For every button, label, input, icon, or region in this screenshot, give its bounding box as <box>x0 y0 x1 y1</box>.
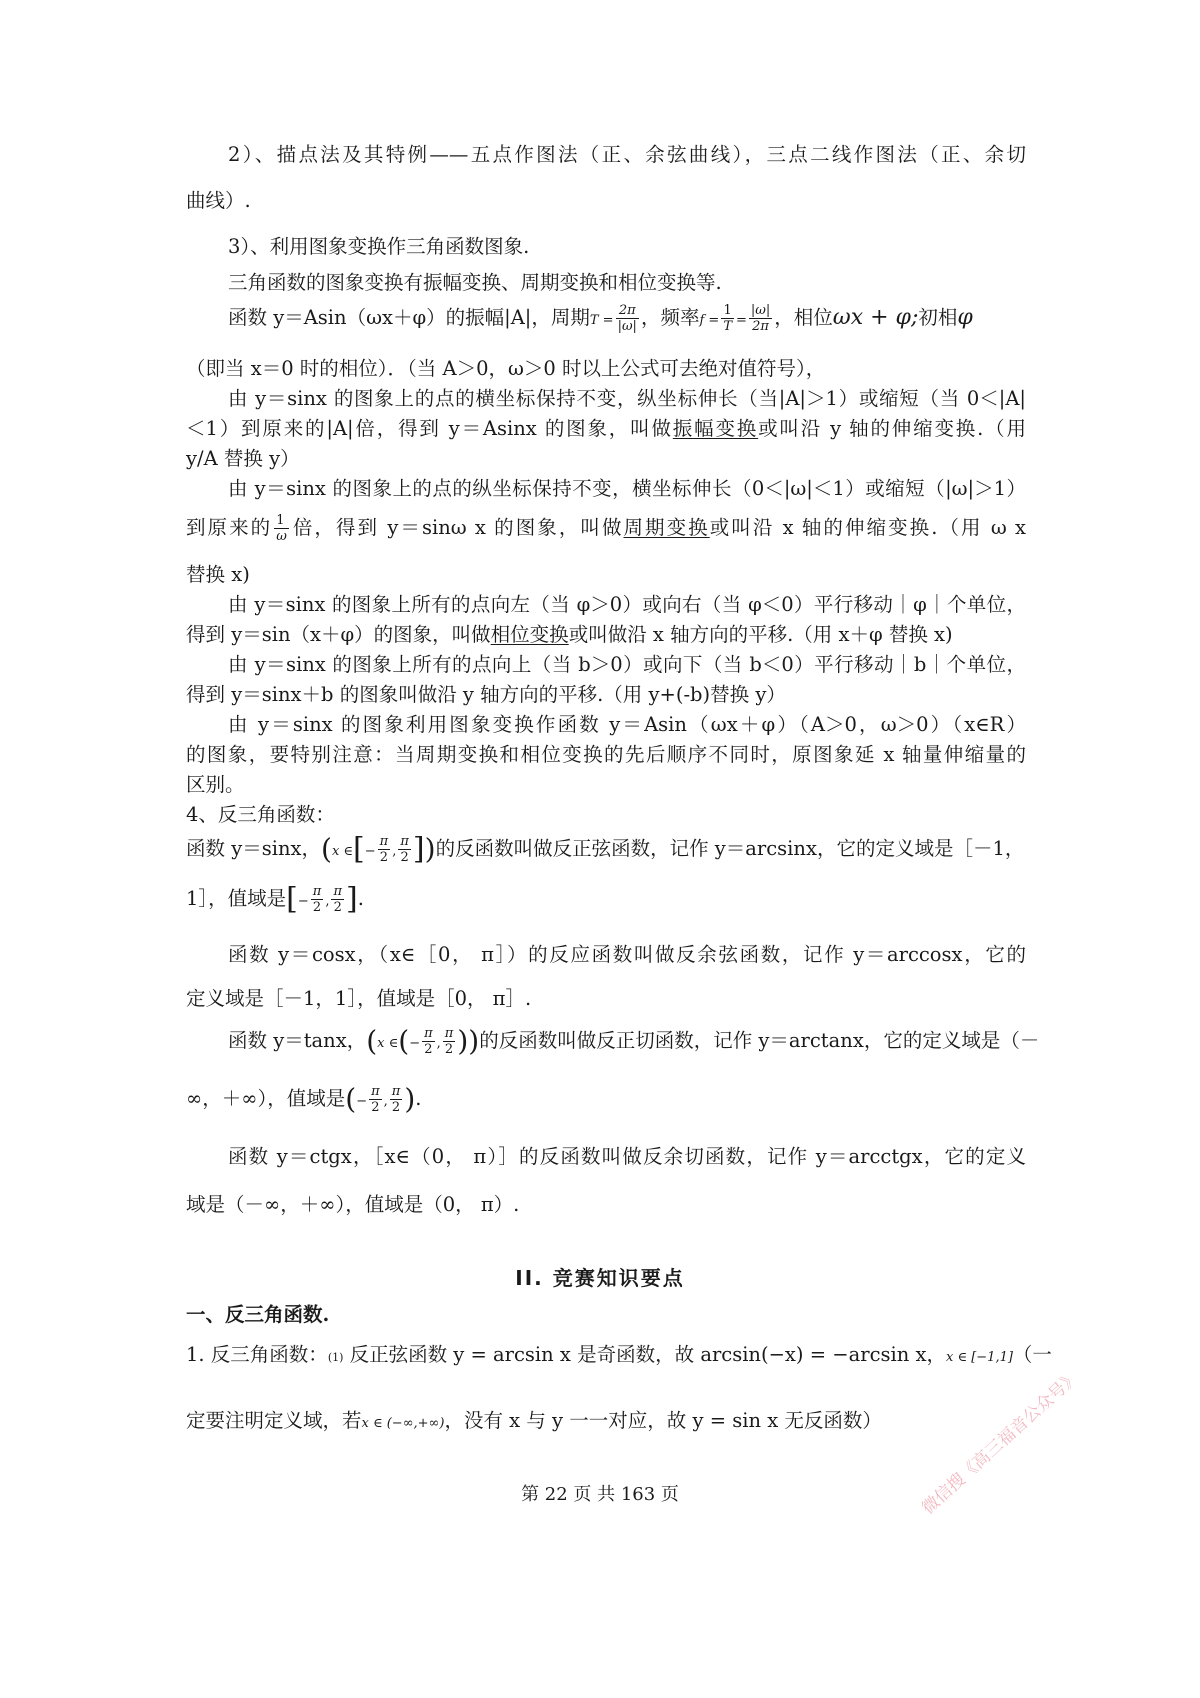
fraction-denominator: T <box>723 319 732 334</box>
bracket: ] <box>346 881 358 917</box>
fraction-numerator: 1 <box>274 513 289 529</box>
fraction-denominator: 2 <box>400 850 409 865</box>
paren: ) <box>468 1024 480 1058</box>
text-line: 由 y＝sinx 的图象上的点的横坐标保持不变，纵坐标伸长（当|A|＞1）或缩短（当 0＜|A| <box>228 387 1026 410</box>
fraction-denominator: ω <box>276 529 287 544</box>
text-line: （即当 x＝0 时的相位）．（当 A＞0，ω＞0 时以上公式可去绝对值符号）， <box>186 357 826 380</box>
text-line <box>186 510 1026 546</box>
text-line: 域是（－∞，＋∞），值域是（0， π）. <box>186 1193 520 1216</box>
minus-sign: − <box>409 1036 421 1051</box>
frequency-fraction-2 <box>749 303 772 334</box>
pi-over-two <box>378 834 391 865</box>
fraction-numerator: π <box>379 834 389 849</box>
pi-over-two <box>390 1084 403 1115</box>
paren: ) <box>404 1082 416 1116</box>
text-line: 由 y＝sinx 的图象利用图象变换作函数 y＝Asin（ωx＋φ）（A＞0，ω＞0）（x∈R） <box>228 713 1026 736</box>
fraction-numerator: |ω| <box>750 303 771 318</box>
fraction-numerator: π <box>424 1026 433 1041</box>
fraction-denominator: 2 <box>424 1042 433 1057</box>
term-period-transform: 周期变换 <box>623 516 710 539</box>
text-span: 或叫沿 y 轴的伸缩变换.（用 <box>758 417 1026 440</box>
text-span: 函数 y＝Asin（ωx＋φ）的振幅|A|，周期 <box>228 306 590 329</box>
text-line: 区别。 <box>186 773 245 796</box>
text-span: 定要注明定义域，若 <box>186 1409 362 1432</box>
paren: ) <box>424 832 436 866</box>
text-line: 定义域是［－1，1］，值域是［0， π］. <box>186 987 532 1010</box>
fraction-denominator: 2 <box>312 900 322 915</box>
minus-sign: − <box>356 1094 368 1109</box>
formula-line <box>186 878 1026 923</box>
domain-expression: x ∈ [−1,1] <box>945 1350 1013 1365</box>
text-span: （一 <box>1012 1343 1052 1366</box>
text-span: 或叫做沿 x 轴方向的平移.（用 x＋φ 替换 x) <box>568 623 953 646</box>
text-span: 函数 y＝sinx， <box>186 837 322 860</box>
pi-over-two <box>331 884 344 915</box>
fraction-denominator: 2 <box>371 1100 380 1115</box>
item-number: (1) <box>327 1351 344 1364</box>
fraction-numerator: π <box>391 1084 401 1099</box>
pi-over-two <box>443 1026 456 1057</box>
text-span: ，没有 x 与 y 一一对应，故 y = sin x 无反函数） <box>444 1409 882 1432</box>
text-line <box>186 414 1026 444</box>
watermark: 微信搜《高三福音公众号》 <box>918 1367 1084 1519</box>
comma: , <box>392 844 397 859</box>
pi-over-two <box>311 884 324 915</box>
formula-line <box>186 828 1026 873</box>
fraction-numerator: 1 <box>721 303 734 319</box>
text-line: 函数 y＝ctgx，［x∈（0， π）］的反函数叫做反余切函数，记作 y＝arcctgx，它的定义 <box>228 1145 1026 1168</box>
fraction-numerator: π <box>400 834 409 849</box>
minus-sign: − <box>297 894 309 909</box>
comma: , <box>325 894 330 909</box>
pi-over-two <box>422 1026 435 1057</box>
text-span: 或叫沿 x 轴的伸缩变换.（用 ω x <box>709 516 1026 539</box>
term-phase-transform: 相位变换 <box>490 623 569 646</box>
section-title: II. 竞赛知识要点 <box>515 1266 685 1290</box>
text-line: 得到 y＝sinx＋b 的图象叫做沿 y 轴方向的平移.（用 y+(-b)替换 y） <box>186 683 786 706</box>
text-line: 替换 x) <box>186 563 250 586</box>
initial-phase-symbol: φ <box>957 305 973 330</box>
fraction-numerator: π <box>312 884 322 899</box>
paren: ( <box>321 832 332 866</box>
bracket: [ <box>286 881 298 917</box>
text-span: 反正弦函数 y = arcsin x 是奇函数，故 arcsin(−x) = −arcsin x， <box>343 1343 946 1366</box>
text-span: 1］，值域是 <box>186 887 287 910</box>
text-line: 的图象，要特别注意：当周期变换和相位变换的先后顺序不同时，原图象延 x 轴量伸缩量的 <box>186 743 1026 766</box>
paren: ( <box>345 1082 357 1116</box>
text-span: . <box>415 1087 422 1110</box>
equals-sign: = <box>735 313 747 328</box>
fraction-numerator: π <box>333 884 343 899</box>
subsection-heading: 一、反三角函数. <box>186 1303 330 1326</box>
fraction-numerator: π <box>444 1026 454 1041</box>
text-span: 的反函数叫做反正切函数，记作 y＝arctanx，它的定义域是（－ <box>479 1029 1040 1052</box>
bracket: ] <box>412 831 425 867</box>
frequency-symbol: f = <box>699 313 720 328</box>
frequency-fraction <box>721 303 734 334</box>
fraction-denominator: 2π <box>752 319 769 334</box>
text-span: 的反函数叫做反正弦函数，记作 y＝arcsinx，它的定义域是［－1， <box>435 837 1025 860</box>
formula-line <box>228 300 1026 339</box>
domain-var: x ∈ <box>377 1036 399 1051</box>
text-line: 曲线）. <box>186 189 251 212</box>
fraction-denominator: 2 <box>333 900 342 915</box>
pi-over-two <box>398 834 411 865</box>
period-fraction <box>616 303 639 334</box>
text-span: . <box>357 887 364 910</box>
text-span: 倍，得到 y＝sinω x 的图象，叫做 <box>290 516 624 539</box>
text-span: 1. 反三角函数： <box>186 1343 328 1366</box>
text-span: ＜1）到原来的|A|倍，得到 y＝Asinx 的图象，叫做 <box>186 417 673 440</box>
text-line: 由 y＝sinx 的图象上所有的点向上（当 b＞0）或向下（当 b＜0）平行移动｜b｜个单位， <box>228 653 1026 676</box>
pi-over-two <box>369 1084 382 1115</box>
phase-expression: ωx + φ; <box>832 305 919 330</box>
text-span: ，相位 <box>774 306 833 329</box>
paren: ( <box>398 1024 410 1058</box>
text-line: 由 y＝sinx 的图象上所有的点向左（当 φ＞0）或向右（当 φ＜0）平行移动｜φ｜个单位， <box>228 593 1026 616</box>
formula-line <box>186 1078 1026 1123</box>
paren: ) <box>457 1024 469 1058</box>
section-heading: 4、反三角函数： <box>186 803 335 826</box>
reciprocal-omega-fraction <box>274 513 289 544</box>
domain-var: x ∈ <box>331 844 354 859</box>
text-line: 2）、描点法及其特例——五点作图法（正、余弦曲线），三点二线作图法（正、余切 <box>228 143 1026 166</box>
text-span: ∞，＋∞），值域是 <box>186 1087 346 1110</box>
text-line <box>186 620 1026 650</box>
text-span: ，频率 <box>640 306 700 329</box>
text-line: 由 y＝sinx 的图象上的点的纵坐标保持不变，横坐标伸长（0＜|ω|＜1）或缩短（|ω|＞1） <box>228 477 1026 500</box>
text-line: y/A 替换 y） <box>186 447 300 470</box>
formula-line <box>186 1340 1052 1373</box>
text-span: 到原来的 <box>186 516 273 539</box>
text-span: 函数 y＝tanx， <box>228 1029 367 1052</box>
fraction-numerator: 2π <box>616 303 639 319</box>
text-line: 函数 y＝cosx，（x∈［0， π］）的反应函数叫做反余弦函数，记作 y＝arccosx，它的 <box>228 943 1026 966</box>
fraction-denominator: |ω| <box>617 319 637 334</box>
bracket: [ <box>353 831 365 867</box>
formula-line <box>228 1020 1040 1065</box>
text-line: 三角函数的图象变换有振幅变换、周期变换和相位变换等. <box>228 271 722 294</box>
fraction-denominator: 2 <box>379 850 389 865</box>
paren: ( <box>366 1024 378 1058</box>
term-amplitude-transform: 振幅变换 <box>672 417 759 440</box>
fraction-numerator: π <box>371 1084 380 1099</box>
domain-expression: x ∈ (−∞,+∞) <box>361 1416 445 1431</box>
fraction-denominator: 2 <box>391 1100 401 1115</box>
text-span: 得到 y＝sin（x＋φ）的图象，叫做 <box>186 623 491 646</box>
fraction-denominator: 2 <box>444 1042 454 1057</box>
period-symbol: T = <box>589 313 614 328</box>
comma: , <box>436 1036 441 1051</box>
text-line: 3）、利用图象变换作三角函数图象. <box>228 235 530 258</box>
text-span: 初相 <box>918 306 958 329</box>
formula-line <box>186 1406 1026 1439</box>
comma: , <box>383 1094 388 1109</box>
minus-sign: − <box>364 844 376 859</box>
page-footer: 第 22 页 共 163 页 <box>521 1484 679 1505</box>
